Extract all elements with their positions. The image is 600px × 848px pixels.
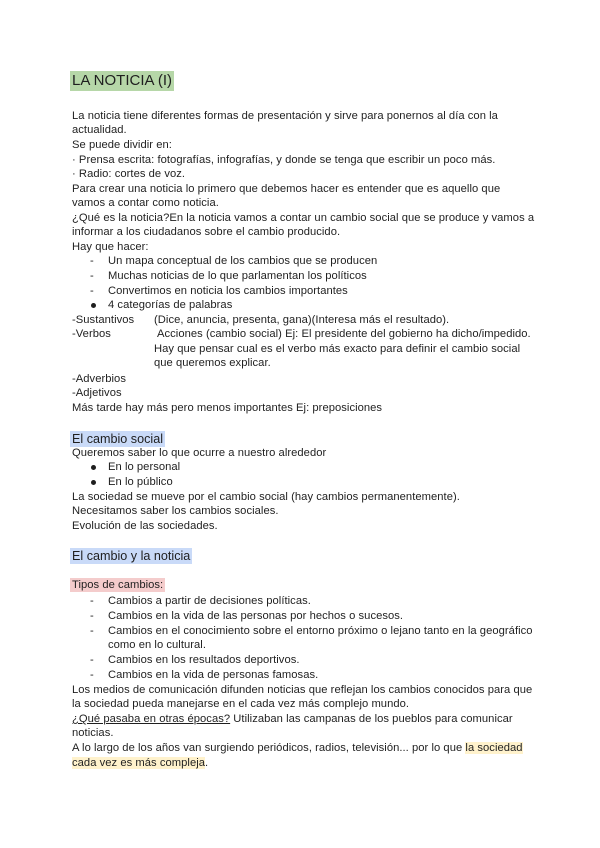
list-dash: - [90,255,94,267]
list-item: Convertimos en noticia los cambios importantes [108,285,348,297]
list-item: Cambios en los resultados deportivos. [108,654,300,666]
intro-prensa: · Prensa escrita: fotografías, infografías, y donde se tenga que escribir un poco más. [72,154,496,166]
intro-paragraph-1-cont: actualidad. [72,124,127,136]
list-bullet [91,465,96,470]
list-dash: - [90,610,94,622]
category-adjetivos: -Adjetivos [72,387,122,399]
category-verbos-text-3: que queremos explicar. [154,357,271,369]
final-line-cont [72,756,208,770]
list-item: Un mapa conceptual de los cambios que se producen [108,255,378,267]
list-item: Cambios en la vida de las personas por hechos o sucesos. [108,610,404,622]
list-item-cont: como en lo cultural. [108,639,207,651]
intro-paragraph-5: Para crear una noticia lo primero que debemos hacer es entender que es aquello que [72,183,501,195]
list-item: 4 categorías de palabras [108,299,233,311]
cambio-social-line-4: Evolución de las sociedades. [72,520,218,532]
category-verbos-text-2: Hay que pensar cual es el verbo más exacto para definir el cambio social [154,343,521,355]
list-item: En lo público [108,476,173,488]
final-highlight-2: cada vez es más compleja [72,757,206,769]
list-item: Cambios en el conocimiento sobre el entorno próximo o lejano tanto en la geográfico [108,625,533,637]
final-end: . [205,757,209,769]
list-dash: - [90,270,94,282]
intro-paragraph-6-cont: informar a los ciudadanos sobre el cambio producido. [72,226,341,238]
medios-paragraph-cont: la sociedad pueda manejarse en el cada vez más complejo mundo. [72,698,410,710]
document-title: LA NOTICIA (I) [72,72,173,89]
list-item: Cambios en la vida de personas famosas. [108,669,319,681]
section-heading-cambio-noticia: El cambio y la noticia [72,549,191,563]
final-plain: A lo largo de los años van surgiendo periódicos, radios, televisión... por lo que [72,742,466,754]
category-sustantivos-text: (Dice, anuncia, presenta, gana)(Interesa más el resultado). [154,314,450,326]
cambio-social-line-1: Queremos saber lo que ocurre a nuestro alrededor [72,447,327,459]
intro-paragraph-1: La noticia tiene diferentes formas de presentación y sirve para ponernos al día con la [72,110,498,122]
list-item: Muchas noticias de lo que parlamentan los políticos [108,270,367,282]
question-line [72,712,513,726]
cambio-social-line-3: Necesitamos saber los cambios sociales. [72,505,279,517]
category-verbos-text: Acciones (cambio social) Ej: El presidente del gobierno ha dicho/impedido. [157,328,531,340]
intro-radio: · Radio: cortes de voz. [72,168,186,180]
category-more: Más tarde hay más pero menos importantes Ej: preposiciones [72,402,383,414]
medios-paragraph: Los medios de comunicación difunden noticias que reflejan los cambios conocidos para que [72,684,533,696]
list-item: Cambios a partir de decisiones políticas. [108,595,311,607]
list-bullet [91,480,96,485]
list-dash: - [90,285,94,297]
list-item: En lo personal [108,461,181,473]
intro-paragraph-6: ¿Qué es la noticia?En la noticia vamos a contar un cambio social que se produce y vamos a [72,212,535,224]
list-dash: - [90,595,94,607]
category-verbos-label: -Verbos [72,328,111,340]
question-rest: Utilizaban las campanas de los pueblos para comunicar [230,713,513,725]
cambio-social-line-2: La sociedad se mueve por el cambio social (hay cambios permanentemente). [72,491,460,503]
list-dash: - [90,654,94,666]
question-line-cont: noticias. [72,727,114,739]
intro-paragraph-7: Hay que hacer: [72,241,149,253]
section-heading-cambio-social: El cambio social [72,432,163,446]
subheading-tipos-de-cambios: Tipos de cambios: [72,579,164,591]
final-highlight-1: la sociedad [465,742,523,754]
intro-paragraph-5-cont: vamos a contar como noticia. [72,197,219,209]
final-line [72,741,523,755]
list-dash: - [90,625,94,637]
list-bullet [91,303,96,308]
category-sustantivos-label: -Sustantivos [72,314,135,326]
question-underlined: ¿Qué pasaba en otras épocas? [72,713,231,725]
list-dash: - [90,669,94,681]
category-adverbios: -Adverbios [72,373,126,385]
intro-paragraph-2: Se puede dividir en: [72,139,172,151]
